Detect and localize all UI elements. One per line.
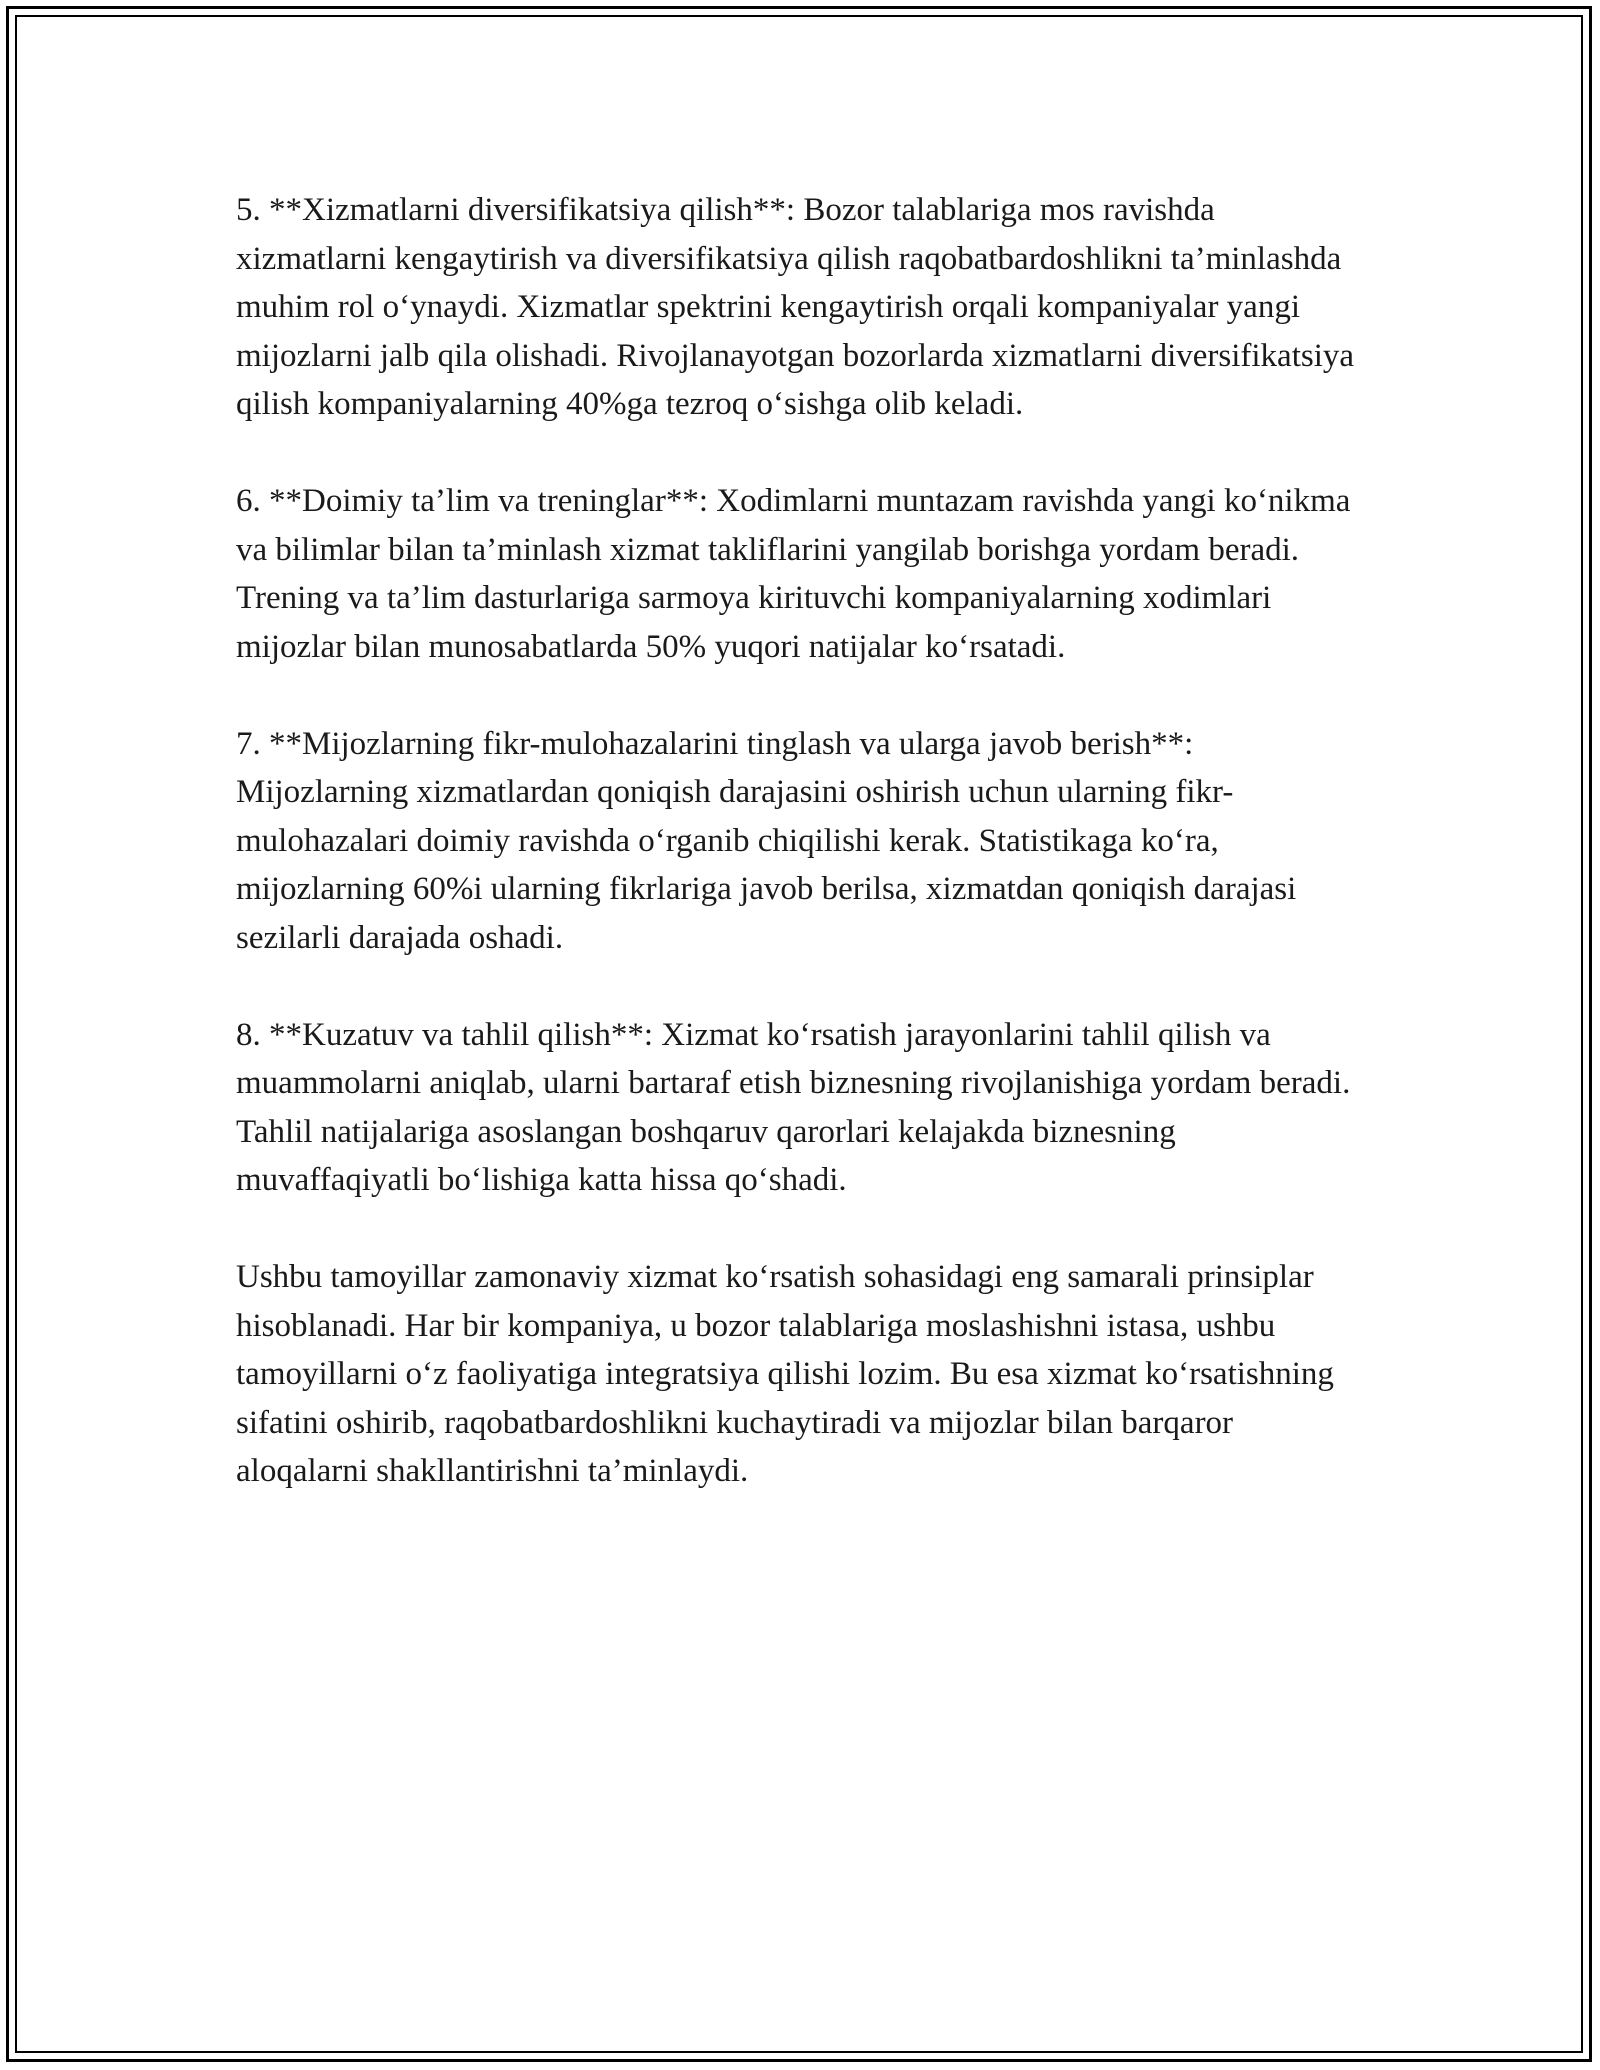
paragraph-diversification: 5. **Xizmatlarni diversifikatsiya qilish**: Bozor talablariga mos ravishda xizmatlarni kengaytirish va diversifikatsiya qilish raqobatbardoshlikni ta’minlashda muhim rol o‘ynaydi. Xizmatlar spektrini kengaytirish orqali kompaniyalar yangi mijozlarni jalb qila olishadi. Rivojlanayotgan bozorlarda xizmatlarni diversifikatsiya qilish kompaniyalarning 40%ga tezroq o‘sishga olib keladi. bbox=[236, 192, 1355, 422]
document-body bbox=[236, 186, 1356, 1544]
paragraph-training: 6. **Doimiy ta’lim va treninglar**: Xodimlarni muntazam ravishda yangi ko‘nikma va bilimlar bilan ta’minlash xizmat takliflarini yangilab borishga yordam beradi. Trening va ta’lim dasturlariga sarmoya kirituvchi kompaniyalarning xodimlari mijozlar bilan munosabatlarda 50% yuqori natijalar ko‘rsatadi. bbox=[236, 483, 1351, 665]
paragraph-conclusion: Ushbu tamoyillar zamonaviy xizmat ko‘rsatish sohasidagi eng samarali prinsiplar hisoblanadi. Har bir kompaniya, u bozor talablariga moslashishni istasa, ushbu tamoyillarni o‘z faoliyatiga integratsiya qilishi lozim. Bu esa xizmat ko‘rsatishning sifatini oshirib, raqobatbardoshlikni kuchaytiradi va mijozlar bilan barqaror aloqalarni shakllantirishni ta’minlaydi. bbox=[236, 1259, 1334, 1489]
paragraph-monitoring-analysis: 8. **Kuzatuv va tahlil qilish**: Xizmat ko‘rsatish jarayonlarini tahlil qilish va muammolarni aniqlab, ularni bartaraf etish biznesning rivojlanishiga yordam beradi. Tahlil natijalariga asoslangan boshqaruv qarorlari kelajakda biznesning muvaffaqiyatli bo‘lishiga katta hissa qo‘shadi. bbox=[236, 1016, 1351, 1198]
paragraph-customer-feedback: 7. **Mijozlarning fikr-mulohazalarini tinglash va ularga javob berish**: Mijozlarning xizmatlardan qoniqish darajasini oshirish uchun ularning fikr-mulohazalari doimiy ravishda o‘rganib chiqilishi kerak. Statistikaga ko‘ra, mijozlarning 60%i ularning fikrlariga javob berilsa, xizmatdan qoniqish darajasi sezilarli darajada oshadi. bbox=[236, 725, 1297, 956]
